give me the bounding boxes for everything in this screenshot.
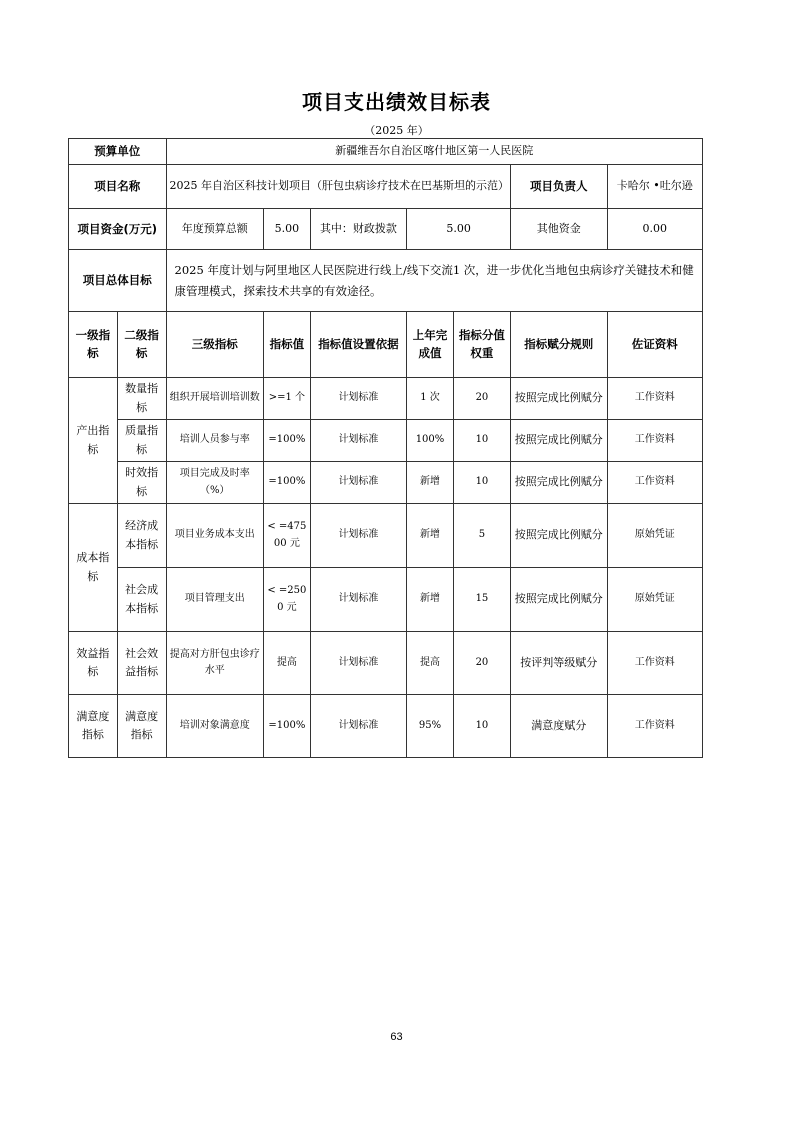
other-funds-value: 0.00 [607, 209, 702, 250]
level2-cell: 质量指标 [117, 420, 166, 462]
rule-cell: 按照完成比例赋分 [511, 462, 607, 504]
indicator-header-row [69, 312, 703, 378]
table-row [69, 378, 703, 420]
header-level2: 二级指标 [117, 312, 166, 378]
weight-cell: 20 [453, 632, 510, 695]
last-year-cell: 95% [407, 695, 454, 758]
project-name-label: 项目名称 [69, 165, 167, 209]
overall-goal-text: 2025 年度计划与阿里地区人民医院进行线上/线下交流1 次，进一步优化当地包虫病诊疗关键技术和健康管理模式，探索技术共享的有效途径。 [166, 250, 702, 312]
level3-cell: 组织开展培训培训数 [166, 378, 264, 420]
header-last-year: 上年完成值 [407, 312, 454, 378]
project-funds-label: 项目资金(万元) [69, 209, 167, 250]
level2-cell: 经济成本指标 [117, 504, 166, 568]
level2-cell: 社会成本指标 [117, 568, 166, 632]
group-cost: 成本指标 [69, 504, 118, 632]
weight-cell: 10 [453, 420, 510, 462]
table-row [69, 632, 703, 695]
table-row [69, 462, 703, 504]
header-level3: 三级指标 [166, 312, 264, 378]
evidence-cell: 原始凭证 [607, 504, 702, 568]
last-year-cell: 新增 [407, 462, 454, 504]
last-year-cell: 100% [407, 420, 454, 462]
overall-goal-label: 项目总体目标 [69, 250, 167, 312]
project-funds-row [69, 209, 703, 250]
last-year-cell: 提高 [407, 632, 454, 695]
annual-budget-value: 5.00 [264, 209, 311, 250]
weight-cell: 10 [453, 462, 510, 504]
annual-budget-label: 年度预算总额 [166, 209, 264, 250]
header-evidence: 佐证资料 [607, 312, 702, 378]
header-weight: 指标分值权重 [453, 312, 510, 378]
rule-cell: 满意度赋分 [511, 695, 607, 758]
level3-cell: 项目业务成本支出 [166, 504, 264, 568]
page-number: 63 [390, 1031, 403, 1043]
value-cell: =100% [264, 695, 311, 758]
table-row [69, 504, 703, 568]
fiscal-allocation-label: 其中：财政拨款 [310, 209, 406, 250]
basis-cell: 计划标准 [310, 695, 406, 758]
value-cell: < =47500 元 [264, 504, 311, 568]
level3-cell: 提高对方肝包虫诊疗水平 [166, 632, 264, 695]
group-output: 产出指标 [69, 378, 118, 504]
other-funds-label: 其他资金 [511, 209, 607, 250]
value-cell: =100% [264, 420, 311, 462]
level2-cell: 社会效益指标 [117, 632, 166, 695]
basis-cell: 计划标准 [310, 632, 406, 695]
page-title: 项目支出绩效目标表 [302, 90, 491, 114]
performance-table [68, 138, 703, 758]
table-row [69, 695, 703, 758]
evidence-cell: 原始凭证 [607, 568, 702, 632]
fiscal-allocation-value: 5.00 [407, 209, 511, 250]
project-name-value: 2025 年自治区科技计划项目（肝包虫病诊疗技术在巴基斯坦的示范） [166, 165, 511, 209]
level2-cell: 数量指标 [117, 378, 166, 420]
basis-cell: 计划标准 [310, 504, 406, 568]
group-benefit: 效益指标 [69, 632, 118, 695]
year-label: （2025 年） [364, 124, 429, 137]
value-cell: < =2500 元 [264, 568, 311, 632]
table-row [69, 420, 703, 462]
value-cell: =100% [264, 462, 311, 504]
basis-cell: 计划标准 [310, 420, 406, 462]
budget-unit-value: 新疆维吾尔自治区喀什地区第一人民医院 [166, 139, 702, 165]
evidence-cell: 工作资料 [607, 632, 702, 695]
project-leader-value: 卡哈尔 •吐尔逊 [607, 165, 702, 209]
basis-cell: 计划标准 [310, 568, 406, 632]
last-year-cell: 1 次 [407, 378, 454, 420]
evidence-cell: 工作资料 [607, 695, 702, 758]
level2-cell: 满意度指标 [117, 695, 166, 758]
basis-cell: 计划标准 [310, 462, 406, 504]
level3-cell: 项目管理支出 [166, 568, 264, 632]
value-cell: 提高 [264, 632, 311, 695]
level3-cell: 培训对象满意度 [166, 695, 264, 758]
last-year-cell: 新增 [407, 568, 454, 632]
header-basis: 指标值设置依据 [310, 312, 406, 378]
header-value: 指标值 [264, 312, 311, 378]
budget-unit-row [69, 139, 703, 165]
weight-cell: 15 [453, 568, 510, 632]
budget-unit-label: 预算单位 [69, 139, 167, 165]
rule-cell: 按评判等级赋分 [511, 632, 607, 695]
basis-cell: 计划标准 [310, 378, 406, 420]
evidence-cell: 工作资料 [607, 420, 702, 462]
rule-cell: 按照完成比例赋分 [511, 378, 607, 420]
level3-cell: 培训人员参与率 [166, 420, 264, 462]
evidence-cell: 工作资料 [607, 378, 702, 420]
group-satisfaction: 满意度指标 [69, 695, 118, 758]
weight-cell: 20 [453, 378, 510, 420]
last-year-cell: 新增 [407, 504, 454, 568]
evidence-cell: 工作资料 [607, 462, 702, 504]
value-cell: >=1 个 [264, 378, 311, 420]
header-rule: 指标赋分规则 [511, 312, 607, 378]
rule-cell: 按照完成比例赋分 [511, 568, 607, 632]
weight-cell: 5 [453, 504, 510, 568]
table-row [69, 568, 703, 632]
rule-cell: 按照完成比例赋分 [511, 504, 607, 568]
rule-cell: 按照完成比例赋分 [511, 420, 607, 462]
weight-cell: 10 [453, 695, 510, 758]
level3-cell: 项目完成及时率（%） [166, 462, 264, 504]
level2-cell: 时效指标 [117, 462, 166, 504]
overall-goal-row [69, 250, 703, 312]
project-name-row [69, 165, 703, 209]
header-level1: 一级指标 [69, 312, 118, 378]
project-leader-label: 项目负责人 [511, 165, 607, 209]
